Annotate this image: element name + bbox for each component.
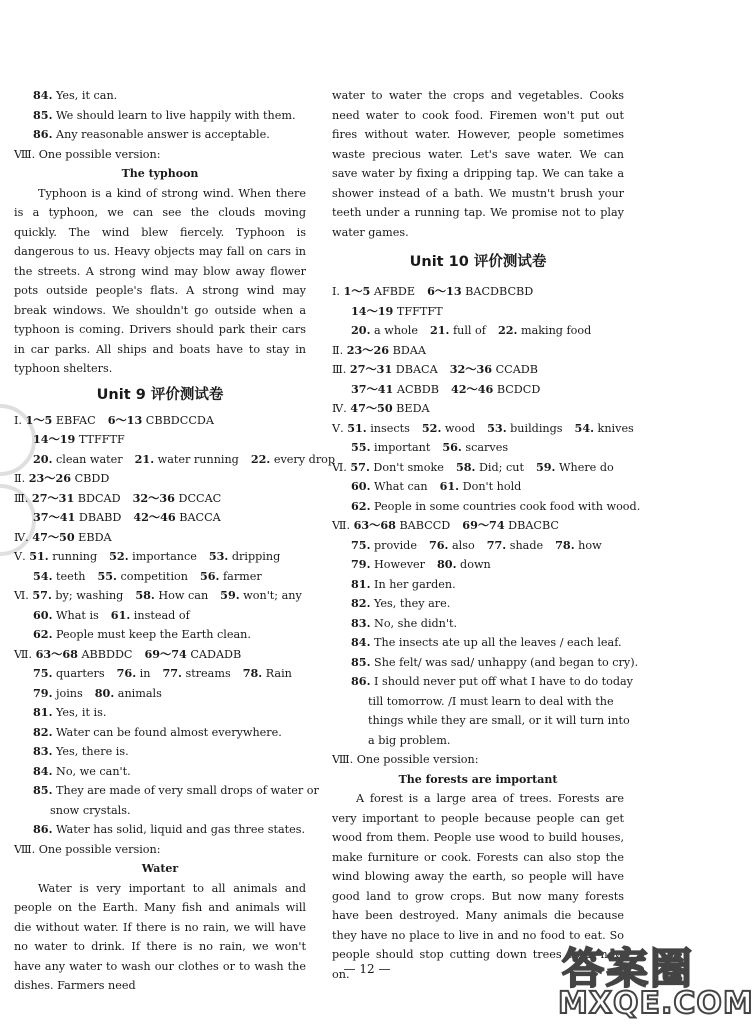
answer-text: What is [52,608,99,622]
answer-line [332,438,624,458]
answer-text: by; washing [51,589,124,602]
question-number: 21. [134,451,155,466]
answer-text: quarters [52,667,105,680]
answer-text: Yes, there is. [52,745,129,758]
answer-line [14,703,306,723]
answer-text: Ⅳ. [332,402,351,415]
question-number: 42～46 [450,381,494,396]
answer-text: important [370,441,431,454]
answer-text: Ⅲ. [14,491,32,505]
question-number: 20. [351,323,371,337]
section-label: Ⅷ. One possible version: [332,753,479,766]
answer-text: ABBDDC [77,647,133,661]
answer-text: things while they are small, or it will turn into [368,714,630,727]
answer-text: streams [181,667,231,680]
question-number: 81. [33,705,53,719]
question-number: 82. [351,596,371,610]
question-number: 58. [455,459,476,474]
answer-text: won't; any [239,589,302,602]
answer-line [332,731,624,751]
question-number: 32～36 [449,362,493,376]
answer-line [14,723,306,743]
answer-text: BCDCD [493,382,541,396]
question-number: 55. [351,440,371,454]
question-number: 69～74 [144,646,187,661]
question-number: 53. [487,420,507,435]
question-number: 37～41 [351,381,394,396]
question-number: 27～31 [31,490,75,505]
answer-text: shade [506,538,544,552]
question-number: 57. [32,588,52,602]
answer-text: teeth [52,569,86,583]
question-number: 56. [199,568,220,583]
answer-text: BDCAD [74,491,121,505]
unit-10-title: Unit 10 评价测试卷 [409,254,547,270]
answer-text: DBACBC [504,519,559,532]
question-number: 47～50 [350,401,393,415]
answer-text: joins [52,686,83,700]
answer-text: What can [370,480,428,493]
question-number: 85. [351,654,371,669]
answer-text: People must keep the Earth clean. [52,628,251,641]
answer-line [332,672,633,692]
answer-text: wood [441,421,476,435]
answer-line [332,380,624,400]
answer-text: farmer [219,569,262,583]
question-number: 52. [421,420,442,435]
question-number: 61. [110,607,131,622]
answer-line [332,653,639,673]
question-number: 84. [33,763,53,778]
answer-text: We should learn to live happily with them. [52,108,296,122]
answer-line [332,536,624,556]
question-number: 57. [350,459,370,474]
answer-text: TFFTFT [393,304,443,318]
right-column [332,86,641,984]
answer-line [14,801,306,821]
answer-text: Ⅵ. [14,589,33,602]
answer-text: Don't smoke [369,460,444,474]
answer-text: Did; cut [475,460,524,474]
answer-line [332,575,624,595]
question-number: 1～5 [25,412,53,427]
answer-line [14,625,306,645]
question-number: 86. [351,674,371,688]
answer-text: She felt/ was sad/ unhappy (and began to cry). [370,655,639,669]
question-number: 62. [33,627,53,641]
question-number: 83. [351,615,371,630]
essay-title: Water [141,862,179,875]
answer-text: Don't hold [459,480,522,493]
question-number: 75. [351,537,371,552]
answer-line [332,555,624,575]
answer-text: Ⅱ. [332,343,347,357]
question-number: 22. [250,451,271,466]
answer-text: Ⅶ. [332,519,354,532]
answer-text: BDAA [389,343,426,357]
section-label: Ⅷ. One possible version: [14,842,161,856]
answer-line [332,516,624,536]
answer-line [332,633,624,653]
question-number: 32～36 [132,490,175,505]
answer-text: full of [449,324,486,337]
answer-line [332,341,624,361]
question-number: 51. [29,549,49,563]
answer-text: Where do [555,460,614,474]
question-number: 14～19 [33,432,76,446]
answer-line [14,106,306,126]
question-number: 80. [94,685,115,700]
question-number: 78. [555,537,575,552]
answer-text: Ⅵ. [332,460,351,474]
answer-text: DBABD [75,511,122,524]
answer-text: However [370,558,426,571]
answer-line [14,606,306,626]
answer-text: scarves [461,441,509,454]
answer-text: In her garden. [370,577,456,591]
question-number: 85. [33,107,53,122]
question-number: 76. [428,537,449,552]
answer-text: competition [116,569,188,583]
answer-text: snow crystals. [50,803,131,817]
answer-text: No, we can't. [52,764,131,778]
question-number: 21. [429,323,450,337]
answer-line [332,399,624,419]
answer-line [332,692,624,712]
question-number: 77. [162,666,182,680]
answer-text: I should never put off what I have to do today [370,675,633,688]
question-number: 37～41 [33,510,76,524]
answer-text: making food [517,324,592,337]
answer-line [332,711,630,731]
answer-text: The insects ate up all the leaves / each leaf. [370,636,622,649]
answer-text: importance [128,550,197,563]
essay-paragraph: Water is very important to all animals and people on the Earth. Many fish and animals will die without water. If there is no rain, we will have no water to drink. If there is no rain, we won't have any water to wash our clothes or to wash the dishes. Farmers need [14,881,306,992]
answer-text: animals [114,686,162,700]
essay-title: The typhoon [121,167,199,180]
answer-text: Yes, it is. [52,706,107,719]
question-number: 61. [439,479,460,493]
question-number: 6～13 [427,284,462,298]
answer-line [14,125,306,145]
answer-text: Ⅰ. [14,413,26,427]
question-number: 79. [33,685,53,700]
essay-paragraph: Typhoon is a kind of strong wind. When there is a typhoon, we can see the clouds moving quickly. The wind blew fiercely. Typhoon is dangerous to us. Heavy objects may fall on cars in the streets. A strong wind may blow away flower pots outside people's flats. A strong wind may break windows. We shouldn't go outside when a typhoon is coming. Drivers should park their cars in car parks. All ships and boats have to stay in typhoon shelters. [14,186,306,375]
answer-text: Water has solid, liquid and gas three states. [52,823,306,836]
question-number: 1～5 [343,284,371,298]
answer-line [332,282,624,302]
question-number: 22. [497,323,518,337]
answer-text: They are made of very small drops of water or [52,784,319,797]
answer-line [332,321,624,341]
answer-line [332,360,624,380]
answer-text: down [456,558,491,571]
question-number: 69～74 [462,518,505,532]
question-number: 55. [97,568,117,583]
answer-text: Rain [262,667,292,680]
faded-stamp-graphic [0,400,60,600]
question-number: 76. [116,666,137,680]
answer-text: No, she didn't. [370,616,458,630]
answer-text: how [574,538,602,552]
answer-text: running [48,550,98,563]
question-number: 86. [33,822,53,836]
question-number: 58. [135,588,155,602]
question-number: 51. [347,420,367,435]
question-number: 6～13 [107,412,143,427]
question-number: 54. [574,420,594,435]
answer-line [14,664,306,684]
question-number: 62. [351,498,371,513]
question-number: 23～26 [346,342,390,357]
answer-line [332,302,624,322]
question-number: 85. [33,783,53,797]
answer-text: How can [154,589,209,602]
answer-text: Any reasonable answer is acceptable. [52,128,270,141]
answer-text: EBDA [74,530,112,544]
watermark-line2: MXQE.COM [558,986,754,1021]
answer-text: CCADB [492,363,538,376]
question-number: 75. [33,666,53,680]
question-number: 52. [109,549,129,563]
question-number: 63～68 [35,646,78,661]
answer-text: Water can be found almost everywhere. [52,725,282,739]
answer-text: Ⅱ. [14,472,29,485]
answer-line [14,742,306,762]
essay-title: The forests are important [398,772,558,786]
unit-9-title: Unit 9 评价测试卷 [96,386,224,403]
answer-line [14,781,319,801]
answer-text: BACDBCBD [461,285,534,298]
answer-text: clean water [52,452,123,466]
question-number: 79. [351,557,371,571]
answer-text: a big problem. [368,733,451,747]
answer-line [332,458,624,478]
answer-text: CBDD [71,472,110,485]
section-label: Ⅷ. One possible version: [14,147,161,161]
answer-text: Yes, they are. [370,597,451,610]
question-number: 86. [33,127,53,141]
question-number: 80. [437,557,457,571]
answer-line [14,820,306,840]
question-number: 60. [33,607,53,622]
answer-text: water running [154,452,239,466]
answer-line [14,86,306,106]
essay-paragraph: A forest is a large area of trees. Forests are very important to people because people can get wood from them. People use wood to build houses, make furniture or cook. Forests can also stop the wind blowing away the earth, so people will have good land to grow crops. But now many forests have been destroyed. Many animals die because they have no place to live in and no food to eat. So people should stop cutting down trees from now on. [332,792,624,981]
question-number: 23～26 [28,471,72,485]
answer-line [332,497,641,517]
page-number: — 12 — [343,962,391,976]
question-number: 60. [351,479,371,493]
question-number: 47～50 [32,529,75,544]
answer-text: CBBDCCDA [142,413,214,427]
answer-text: BEDA [392,402,430,415]
answer-line [14,645,306,665]
question-number: 14～19 [351,303,394,318]
answer-text: People in some countries cook food with wood. [370,499,641,513]
answer-line [14,684,306,704]
answer-line [332,614,624,634]
answer-text: BABCCD [395,519,451,532]
answer-text: ACBDB [393,382,439,396]
question-number: 63～68 [353,518,396,532]
essay-paragraph-continued: water to water the crops and vegetables. Cooks need water to cook food. Firemen won't put out fires without water. However, people sometimes waste precious water. Let's save water. We can save water by fixing a dripping tap. We can take a shower instead of a bath. We mustn't brush your teeth under a running tap. We promise not to play water games. [332,89,624,239]
answer-text: every drop [270,452,336,466]
answer-text: AFBDE [370,285,416,298]
answer-list-top [14,86,306,145]
answer-text: in [136,667,151,680]
question-number: 59. [220,588,240,602]
answer-text: a whole [370,324,418,337]
answer-text: Yes, it can. [52,89,118,102]
unit-10-answers [332,282,641,750]
site-watermark-logo [556,936,754,1028]
answer-text: EBFAC [52,413,96,427]
answer-text: knives [594,421,634,435]
answer-text: CADADB [186,647,242,661]
answer-text: Ⅰ. [332,285,344,298]
answer-text: buildings [506,421,563,435]
answer-text: instead of [130,608,190,622]
answer-text: Ⅲ. [332,363,350,376]
answer-line [14,762,306,782]
answer-text: also [448,538,475,552]
answer-text: TTFFTF [75,433,125,446]
answer-line [332,419,634,439]
question-number: 27～31 [349,362,393,376]
answer-text: DBACA [392,363,438,376]
question-number: 20. [33,451,53,466]
question-number: 56. [442,440,462,454]
question-number: 77. [486,537,507,552]
question-number: 81. [351,576,371,591]
answer-text: Ⅴ. [14,550,30,563]
question-number: 82. [33,724,53,739]
answer-text: till tomorrow. /I must learn to deal with the [368,694,614,708]
answer-text: provide [370,538,417,552]
question-number: 59. [535,459,556,474]
question-number: 78. [242,666,263,680]
question-number: 83. [33,744,53,758]
question-number: 53. [208,549,229,563]
watermark-line1: 答案圈 [562,944,695,993]
question-number: 54. [33,568,53,583]
answer-text: Ⅶ. [14,647,36,661]
answer-text: dripping [228,550,281,563]
answer-text: Ⅴ. [332,421,348,435]
answer-line [332,594,624,614]
answer-text: BACCA [175,511,221,524]
question-number: 42～46 [133,510,176,524]
answer-text: Ⅳ. [14,530,33,544]
question-number: 84. [351,635,371,649]
answer-text: DCCAC [174,491,222,505]
answer-line [332,477,624,497]
question-number: 84. [33,88,53,102]
answer-text: insects [366,421,410,435]
